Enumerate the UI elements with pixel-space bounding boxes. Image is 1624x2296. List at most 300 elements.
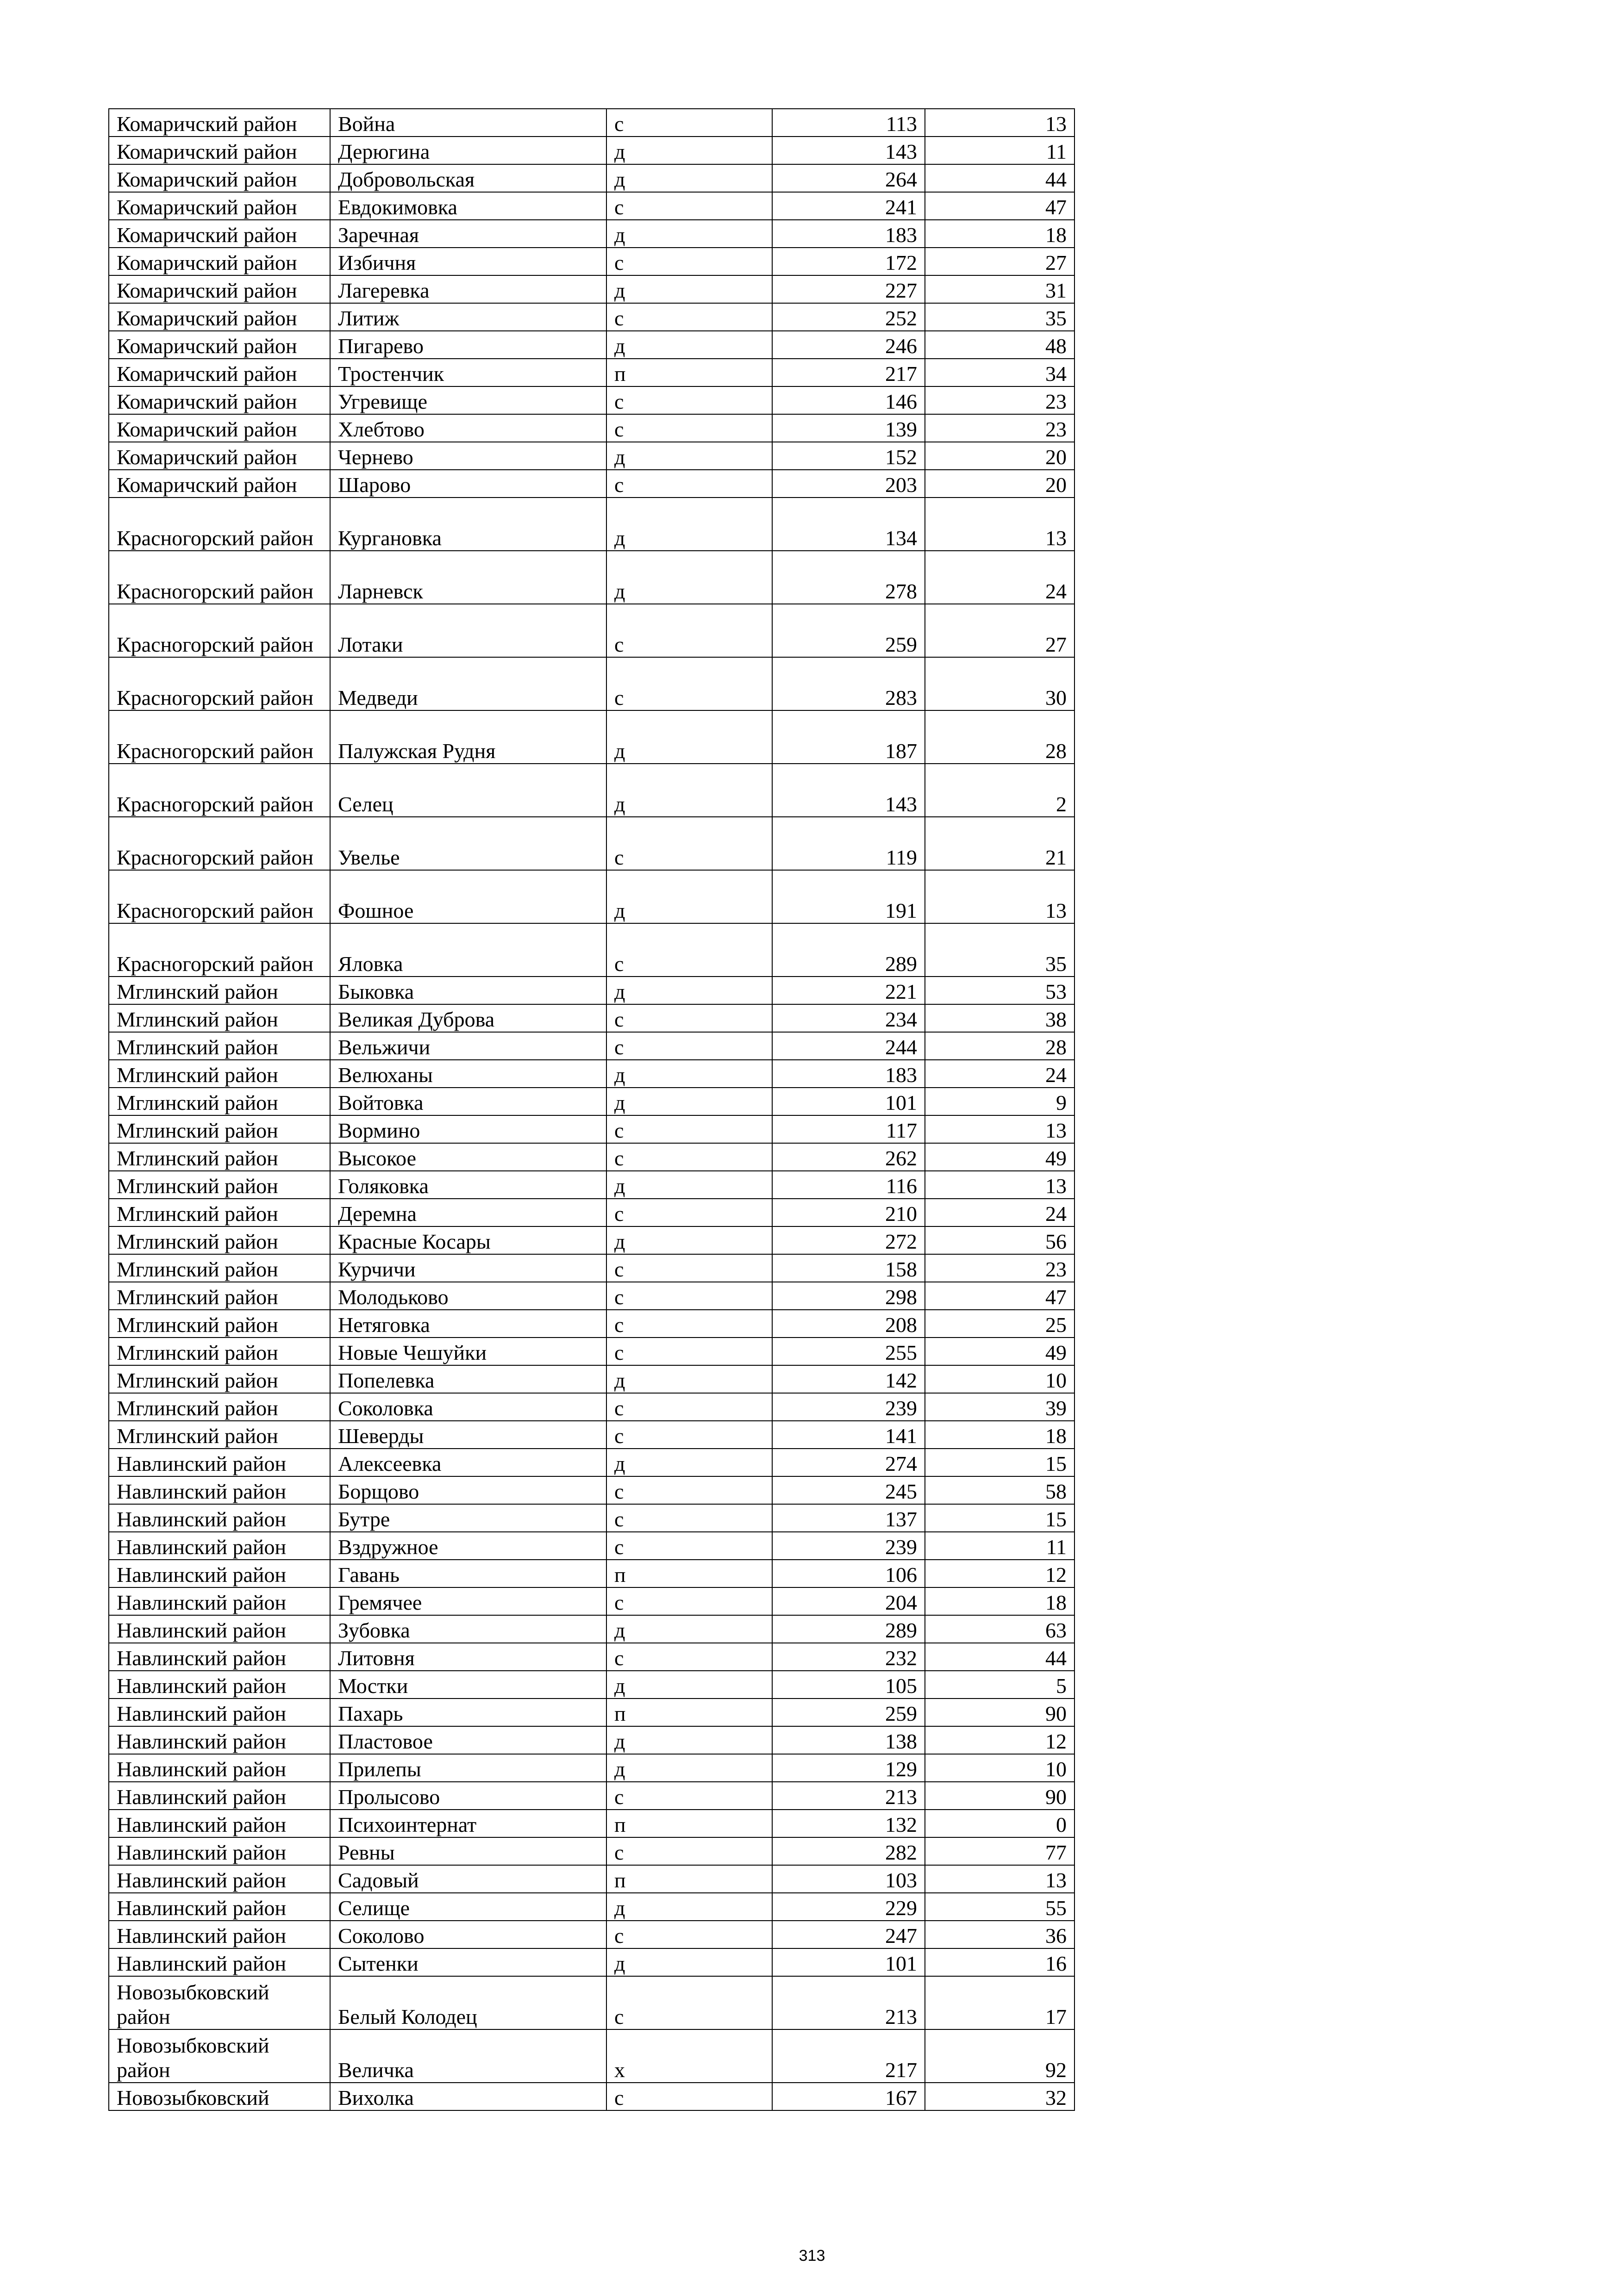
district-cell: Навлинский район bbox=[109, 1476, 330, 1504]
settlement-cell: Евдокимовка bbox=[330, 192, 606, 220]
district-cell: Навлинский район bbox=[109, 1726, 330, 1754]
type-cell: с bbox=[606, 1921, 772, 1948]
type-cell: с bbox=[606, 470, 772, 498]
district-cell: Красногорский район bbox=[109, 923, 330, 977]
table-row bbox=[109, 1976, 1074, 2029]
value-cell: 172 bbox=[772, 248, 925, 275]
type-cell: с bbox=[606, 1393, 772, 1421]
page-number: 313 bbox=[799, 2247, 825, 2265]
table-row bbox=[109, 1560, 1074, 1587]
value-cell: 204 bbox=[772, 1587, 925, 1615]
district-cell: Навлинский район bbox=[109, 1810, 330, 1837]
table-body bbox=[109, 109, 1074, 2110]
table-row bbox=[109, 870, 1074, 923]
table-row bbox=[109, 1754, 1074, 1782]
settlement-cell: Пахарь bbox=[330, 1699, 606, 1726]
value-cell: 117 bbox=[772, 1115, 925, 1143]
type-cell: д bbox=[606, 220, 772, 248]
type-cell: д bbox=[606, 1948, 772, 1976]
table-row bbox=[109, 764, 1074, 817]
settlement-cell: Добровольская bbox=[330, 164, 606, 192]
settlement-cell: Вельжичи bbox=[330, 1032, 606, 1060]
district-cell: Мглинский район bbox=[109, 1421, 330, 1449]
table-row bbox=[109, 604, 1074, 657]
district-cell: Мглинский район bbox=[109, 1338, 330, 1365]
type-cell: д bbox=[606, 1615, 772, 1643]
table-row bbox=[109, 1476, 1074, 1504]
count-cell: 90 bbox=[925, 1699, 1074, 1726]
value-cell: 239 bbox=[772, 1532, 925, 1560]
count-cell: 18 bbox=[925, 220, 1074, 248]
table-row bbox=[109, 109, 1074, 137]
value-cell: 101 bbox=[772, 1088, 925, 1115]
district-cell: Навлинский район bbox=[109, 1615, 330, 1643]
type-cell: с bbox=[606, 1782, 772, 1810]
count-cell: 77 bbox=[925, 1837, 1074, 1865]
district-cell: Мглинский район bbox=[109, 1143, 330, 1171]
table-row bbox=[109, 137, 1074, 164]
type-cell: с bbox=[606, 1421, 772, 1449]
settlement-cell: Шеверды bbox=[330, 1421, 606, 1449]
type-cell: с bbox=[606, 303, 772, 331]
value-cell: 132 bbox=[772, 1810, 925, 1837]
settlement-cell: Лагеревка bbox=[330, 275, 606, 303]
type-cell: с bbox=[606, 923, 772, 977]
table-row bbox=[109, 1004, 1074, 1032]
district-cell: Мглинский район bbox=[109, 1282, 330, 1310]
district-cell: Комаричский район bbox=[109, 109, 330, 137]
district-cell: Комаричский район bbox=[109, 414, 330, 442]
table-row bbox=[109, 1615, 1074, 1643]
type-cell: д bbox=[606, 1060, 772, 1088]
table-row bbox=[109, 498, 1074, 551]
settlement-cell: Великая Дуброва bbox=[330, 1004, 606, 1032]
table-row bbox=[109, 1171, 1074, 1199]
count-cell: 28 bbox=[925, 1032, 1074, 1060]
count-cell: 36 bbox=[925, 1921, 1074, 1948]
table-row bbox=[109, 817, 1074, 870]
type-cell: д bbox=[606, 977, 772, 1004]
district-cell: Мглинский район bbox=[109, 1393, 330, 1421]
type-cell: х bbox=[606, 2029, 772, 2083]
value-cell: 152 bbox=[772, 442, 925, 470]
type-cell: п bbox=[606, 1865, 772, 1893]
value-cell: 274 bbox=[772, 1449, 925, 1476]
settlement-cell: Угревище bbox=[330, 386, 606, 414]
value-cell: 116 bbox=[772, 1171, 925, 1199]
table-row bbox=[109, 1199, 1074, 1226]
table-row bbox=[109, 248, 1074, 275]
settlement-cell: Деремна bbox=[330, 1199, 606, 1226]
settlement-cell: Гавань bbox=[330, 1560, 606, 1587]
settlement-cell: Велюханы bbox=[330, 1060, 606, 1088]
count-cell: 13 bbox=[925, 1115, 1074, 1143]
value-cell: 259 bbox=[772, 1699, 925, 1726]
value-cell: 259 bbox=[772, 604, 925, 657]
district-cell: Навлинский район bbox=[109, 1504, 330, 1532]
value-cell: 245 bbox=[772, 1476, 925, 1504]
district-cell: Мглинский район bbox=[109, 1060, 330, 1088]
value-cell: 187 bbox=[772, 710, 925, 764]
type-cell: с bbox=[606, 386, 772, 414]
count-cell: 31 bbox=[925, 275, 1074, 303]
table-row bbox=[109, 331, 1074, 359]
district-cell: Новозыбковский район bbox=[109, 1976, 330, 2029]
value-cell: 217 bbox=[772, 2029, 925, 2083]
table-row bbox=[109, 1587, 1074, 1615]
table-row bbox=[109, 1643, 1074, 1671]
settlement-cell: Голяковка bbox=[330, 1171, 606, 1199]
count-cell: 12 bbox=[925, 1726, 1074, 1754]
district-cell: Новозыбковский bbox=[109, 2083, 330, 2110]
value-cell: 213 bbox=[772, 1782, 925, 1810]
count-cell: 13 bbox=[925, 498, 1074, 551]
settlement-cell: Пигарево bbox=[330, 331, 606, 359]
value-cell: 106 bbox=[772, 1560, 925, 1587]
value-cell: 283 bbox=[772, 657, 925, 710]
settlement-cell: Селец bbox=[330, 764, 606, 817]
district-cell: Мглинский район bbox=[109, 1310, 330, 1338]
type-cell: с bbox=[606, 1032, 772, 1060]
settlement-cell: Лотаки bbox=[330, 604, 606, 657]
district-cell: Навлинский район bbox=[109, 1449, 330, 1476]
count-cell: 55 bbox=[925, 1893, 1074, 1921]
table-row bbox=[109, 1032, 1074, 1060]
table-row bbox=[109, 1921, 1074, 1948]
type-cell: с bbox=[606, 1338, 772, 1365]
district-cell: Красногорский район bbox=[109, 817, 330, 870]
settlement-cell: Вихолка bbox=[330, 2083, 606, 2110]
type-cell: с bbox=[606, 1254, 772, 1282]
count-cell: 21 bbox=[925, 817, 1074, 870]
settlement-cell: Хлебтово bbox=[330, 414, 606, 442]
settlement-cell: Война bbox=[330, 109, 606, 137]
count-cell: 5 bbox=[925, 1671, 1074, 1699]
settlement-cell: Литиж bbox=[330, 303, 606, 331]
type-cell: п bbox=[606, 359, 772, 386]
count-cell: 11 bbox=[925, 137, 1074, 164]
district-cell: Красногорский район bbox=[109, 498, 330, 551]
table-row bbox=[109, 1810, 1074, 1837]
value-cell: 232 bbox=[772, 1643, 925, 1671]
type-cell: с bbox=[606, 1199, 772, 1226]
value-cell: 255 bbox=[772, 1338, 925, 1365]
settlement-cell: Соколовка bbox=[330, 1393, 606, 1421]
value-cell: 146 bbox=[772, 386, 925, 414]
count-cell: 56 bbox=[925, 1226, 1074, 1254]
settlement-cell: Ревны bbox=[330, 1837, 606, 1865]
count-cell: 20 bbox=[925, 470, 1074, 498]
table-row bbox=[109, 442, 1074, 470]
count-cell: 28 bbox=[925, 710, 1074, 764]
district-cell: Навлинский район bbox=[109, 1921, 330, 1948]
count-cell: 2 bbox=[925, 764, 1074, 817]
type-cell: с bbox=[606, 414, 772, 442]
settlement-cell: Вормино bbox=[330, 1115, 606, 1143]
value-cell: 129 bbox=[772, 1754, 925, 1782]
value-cell: 191 bbox=[772, 870, 925, 923]
settlement-cell: Ларневск bbox=[330, 551, 606, 604]
table-row bbox=[109, 1504, 1074, 1532]
value-cell: 252 bbox=[772, 303, 925, 331]
value-cell: 221 bbox=[772, 977, 925, 1004]
settlement-cell: Шарово bbox=[330, 470, 606, 498]
count-cell: 12 bbox=[925, 1560, 1074, 1587]
value-cell: 113 bbox=[772, 109, 925, 137]
value-cell: 282 bbox=[772, 1837, 925, 1865]
table-row bbox=[109, 192, 1074, 220]
count-cell: 53 bbox=[925, 977, 1074, 1004]
count-cell: 13 bbox=[925, 109, 1074, 137]
district-cell: Навлинский район bbox=[109, 1699, 330, 1726]
type-cell: д bbox=[606, 1088, 772, 1115]
value-cell: 101 bbox=[772, 1948, 925, 1976]
count-cell: 49 bbox=[925, 1143, 1074, 1171]
settlement-cell: Медведи bbox=[330, 657, 606, 710]
district-cell: Красногорский район bbox=[109, 710, 330, 764]
count-cell: 47 bbox=[925, 192, 1074, 220]
table-row bbox=[109, 359, 1074, 386]
table-row bbox=[109, 657, 1074, 710]
table-row bbox=[109, 414, 1074, 442]
district-cell: Навлинский район bbox=[109, 1837, 330, 1865]
value-cell: 217 bbox=[772, 359, 925, 386]
table-row bbox=[109, 1088, 1074, 1115]
count-cell: 18 bbox=[925, 1587, 1074, 1615]
count-cell: 24 bbox=[925, 551, 1074, 604]
district-cell: Комаричский район bbox=[109, 442, 330, 470]
value-cell: 241 bbox=[772, 192, 925, 220]
table-row bbox=[109, 1671, 1074, 1699]
type-cell: д bbox=[606, 551, 772, 604]
table-row bbox=[109, 164, 1074, 192]
district-cell: Красногорский район bbox=[109, 764, 330, 817]
count-cell: 13 bbox=[925, 870, 1074, 923]
value-cell: 278 bbox=[772, 551, 925, 604]
value-cell: 229 bbox=[772, 1893, 925, 1921]
table-row bbox=[109, 275, 1074, 303]
settlement-cell: Увелье bbox=[330, 817, 606, 870]
settlement-cell: Алексеевка bbox=[330, 1449, 606, 1476]
count-cell: 32 bbox=[925, 2083, 1074, 2110]
type-cell: с bbox=[606, 1532, 772, 1560]
count-cell: 35 bbox=[925, 303, 1074, 331]
value-cell: 183 bbox=[772, 1060, 925, 1088]
type-cell: д bbox=[606, 1365, 772, 1393]
settlement-cell: Попелевка bbox=[330, 1365, 606, 1393]
type-cell: п bbox=[606, 1560, 772, 1587]
settlement-cell: Пролысово bbox=[330, 1782, 606, 1810]
type-cell: д bbox=[606, 1671, 772, 1699]
district-cell: Комаричский район bbox=[109, 164, 330, 192]
value-cell: 143 bbox=[772, 764, 925, 817]
type-cell: с bbox=[606, 657, 772, 710]
table-row bbox=[109, 470, 1074, 498]
table-row bbox=[109, 1282, 1074, 1310]
count-cell: 63 bbox=[925, 1615, 1074, 1643]
district-cell: Навлинский район bbox=[109, 1948, 330, 1976]
type-cell: д bbox=[606, 764, 772, 817]
district-cell: Мглинский район bbox=[109, 1032, 330, 1060]
value-cell: 234 bbox=[772, 1004, 925, 1032]
district-cell: Навлинский район bbox=[109, 1865, 330, 1893]
table-row bbox=[109, 1143, 1074, 1171]
count-cell: 49 bbox=[925, 1338, 1074, 1365]
value-cell: 272 bbox=[772, 1226, 925, 1254]
count-cell: 9 bbox=[925, 1088, 1074, 1115]
settlement-cell: Кургановка bbox=[330, 498, 606, 551]
district-cell: Комаричский район bbox=[109, 220, 330, 248]
value-cell: 213 bbox=[772, 1976, 925, 2029]
value-cell: 208 bbox=[772, 1310, 925, 1338]
count-cell: 58 bbox=[925, 1476, 1074, 1504]
type-cell: п bbox=[606, 1699, 772, 1726]
district-cell: Навлинский район bbox=[109, 1560, 330, 1587]
count-cell: 10 bbox=[925, 1754, 1074, 1782]
count-cell: 92 bbox=[925, 2029, 1074, 2083]
settlement-cell: Дерюгина bbox=[330, 137, 606, 164]
value-cell: 262 bbox=[772, 1143, 925, 1171]
settlement-cell: Борщово bbox=[330, 1476, 606, 1504]
value-cell: 141 bbox=[772, 1421, 925, 1449]
settlement-cell: Зубовка bbox=[330, 1615, 606, 1643]
type-cell: с bbox=[606, 2083, 772, 2110]
count-cell: 34 bbox=[925, 359, 1074, 386]
value-cell: 183 bbox=[772, 220, 925, 248]
count-cell: 35 bbox=[925, 923, 1074, 977]
district-cell: Комаричский район bbox=[109, 386, 330, 414]
table-row bbox=[109, 1310, 1074, 1338]
table-row bbox=[109, 1115, 1074, 1143]
table-row bbox=[109, 977, 1074, 1004]
settlement-cell: Гремячее bbox=[330, 1587, 606, 1615]
type-cell: д bbox=[606, 331, 772, 359]
type-cell: с bbox=[606, 248, 772, 275]
table-row bbox=[109, 386, 1074, 414]
settlement-cell: Вздружное bbox=[330, 1532, 606, 1560]
value-cell: 298 bbox=[772, 1282, 925, 1310]
count-cell: 44 bbox=[925, 1643, 1074, 1671]
count-cell: 47 bbox=[925, 1282, 1074, 1310]
value-cell: 103 bbox=[772, 1865, 925, 1893]
settlement-cell: Избичня bbox=[330, 248, 606, 275]
table-row bbox=[109, 1338, 1074, 1365]
settlement-cell: Селище bbox=[330, 1893, 606, 1921]
settlement-cell: Прилепы bbox=[330, 1754, 606, 1782]
district-cell: Комаричский район bbox=[109, 331, 330, 359]
value-cell: 246 bbox=[772, 331, 925, 359]
type-cell: д bbox=[606, 1726, 772, 1754]
table-row bbox=[109, 303, 1074, 331]
settlement-cell: Молодьково bbox=[330, 1282, 606, 1310]
table-row bbox=[109, 1699, 1074, 1726]
type-cell: с bbox=[606, 1643, 772, 1671]
table-row bbox=[109, 923, 1074, 977]
district-cell: Навлинский район bbox=[109, 1782, 330, 1810]
type-cell: д bbox=[606, 498, 772, 551]
value-cell: 105 bbox=[772, 1671, 925, 1699]
type-cell: с bbox=[606, 1976, 772, 2029]
count-cell: 27 bbox=[925, 248, 1074, 275]
value-cell: 239 bbox=[772, 1393, 925, 1421]
district-cell: Комаричский район bbox=[109, 137, 330, 164]
district-cell: Мглинский район bbox=[109, 1365, 330, 1393]
count-cell: 38 bbox=[925, 1004, 1074, 1032]
table-row bbox=[109, 1782, 1074, 1810]
table-row bbox=[109, 1421, 1074, 1449]
count-cell: 10 bbox=[925, 1365, 1074, 1393]
count-cell: 25 bbox=[925, 1310, 1074, 1338]
count-cell: 90 bbox=[925, 1782, 1074, 1810]
district-cell: Навлинский район bbox=[109, 1671, 330, 1699]
count-cell: 23 bbox=[925, 386, 1074, 414]
settlement-cell: Войтовка bbox=[330, 1088, 606, 1115]
count-cell: 16 bbox=[925, 1948, 1074, 1976]
table-row bbox=[109, 1532, 1074, 1560]
settlement-cell: Сытенки bbox=[330, 1948, 606, 1976]
district-cell: Комаричский район bbox=[109, 275, 330, 303]
count-cell: 13 bbox=[925, 1865, 1074, 1893]
district-cell: Мглинский район bbox=[109, 1004, 330, 1032]
table-row bbox=[109, 1865, 1074, 1893]
value-cell: 289 bbox=[772, 1615, 925, 1643]
value-cell: 289 bbox=[772, 923, 925, 977]
table-row bbox=[109, 1449, 1074, 1476]
type-cell: с bbox=[606, 1587, 772, 1615]
type-cell: д bbox=[606, 1171, 772, 1199]
district-cell: Мглинский район bbox=[109, 1171, 330, 1199]
settlement-cell: Литовня bbox=[330, 1643, 606, 1671]
settlement-cell: Садовый bbox=[330, 1865, 606, 1893]
count-cell: 20 bbox=[925, 442, 1074, 470]
type-cell: с bbox=[606, 1504, 772, 1532]
settlement-cell: Заречная bbox=[330, 220, 606, 248]
count-cell: 24 bbox=[925, 1199, 1074, 1226]
table-row bbox=[109, 551, 1074, 604]
type-cell: с bbox=[606, 1282, 772, 1310]
type-cell: д bbox=[606, 137, 772, 164]
value-cell: 119 bbox=[772, 817, 925, 870]
district-cell: Комаричский район bbox=[109, 359, 330, 386]
value-cell: 247 bbox=[772, 1921, 925, 1948]
settlement-cell: Психоинтернат bbox=[330, 1810, 606, 1837]
settlement-cell: Яловка bbox=[330, 923, 606, 977]
count-cell: 18 bbox=[925, 1421, 1074, 1449]
district-cell: Мглинский район bbox=[109, 977, 330, 1004]
settlement-cell: Величка bbox=[330, 2029, 606, 2083]
type-cell: д bbox=[606, 164, 772, 192]
count-cell: 17 bbox=[925, 1976, 1074, 2029]
type-cell: д bbox=[606, 1449, 772, 1476]
type-cell: с bbox=[606, 1143, 772, 1171]
type-cell: с bbox=[606, 192, 772, 220]
type-cell: с bbox=[606, 1115, 772, 1143]
type-cell: д bbox=[606, 1893, 772, 1921]
type-cell: с bbox=[606, 1837, 772, 1865]
settlement-cell: Мостки bbox=[330, 1671, 606, 1699]
type-cell: д bbox=[606, 1754, 772, 1782]
value-cell: 139 bbox=[772, 414, 925, 442]
settlement-cell: Тростенчик bbox=[330, 359, 606, 386]
district-cell: Новозыбковский район bbox=[109, 2029, 330, 2083]
district-cell: Навлинский район bbox=[109, 1893, 330, 1921]
value-cell: 244 bbox=[772, 1032, 925, 1060]
value-cell: 134 bbox=[772, 498, 925, 551]
table-row bbox=[109, 710, 1074, 764]
value-cell: 167 bbox=[772, 2083, 925, 2110]
settlement-cell: Новые Чешуйки bbox=[330, 1338, 606, 1365]
district-cell: Мглинский район bbox=[109, 1115, 330, 1143]
